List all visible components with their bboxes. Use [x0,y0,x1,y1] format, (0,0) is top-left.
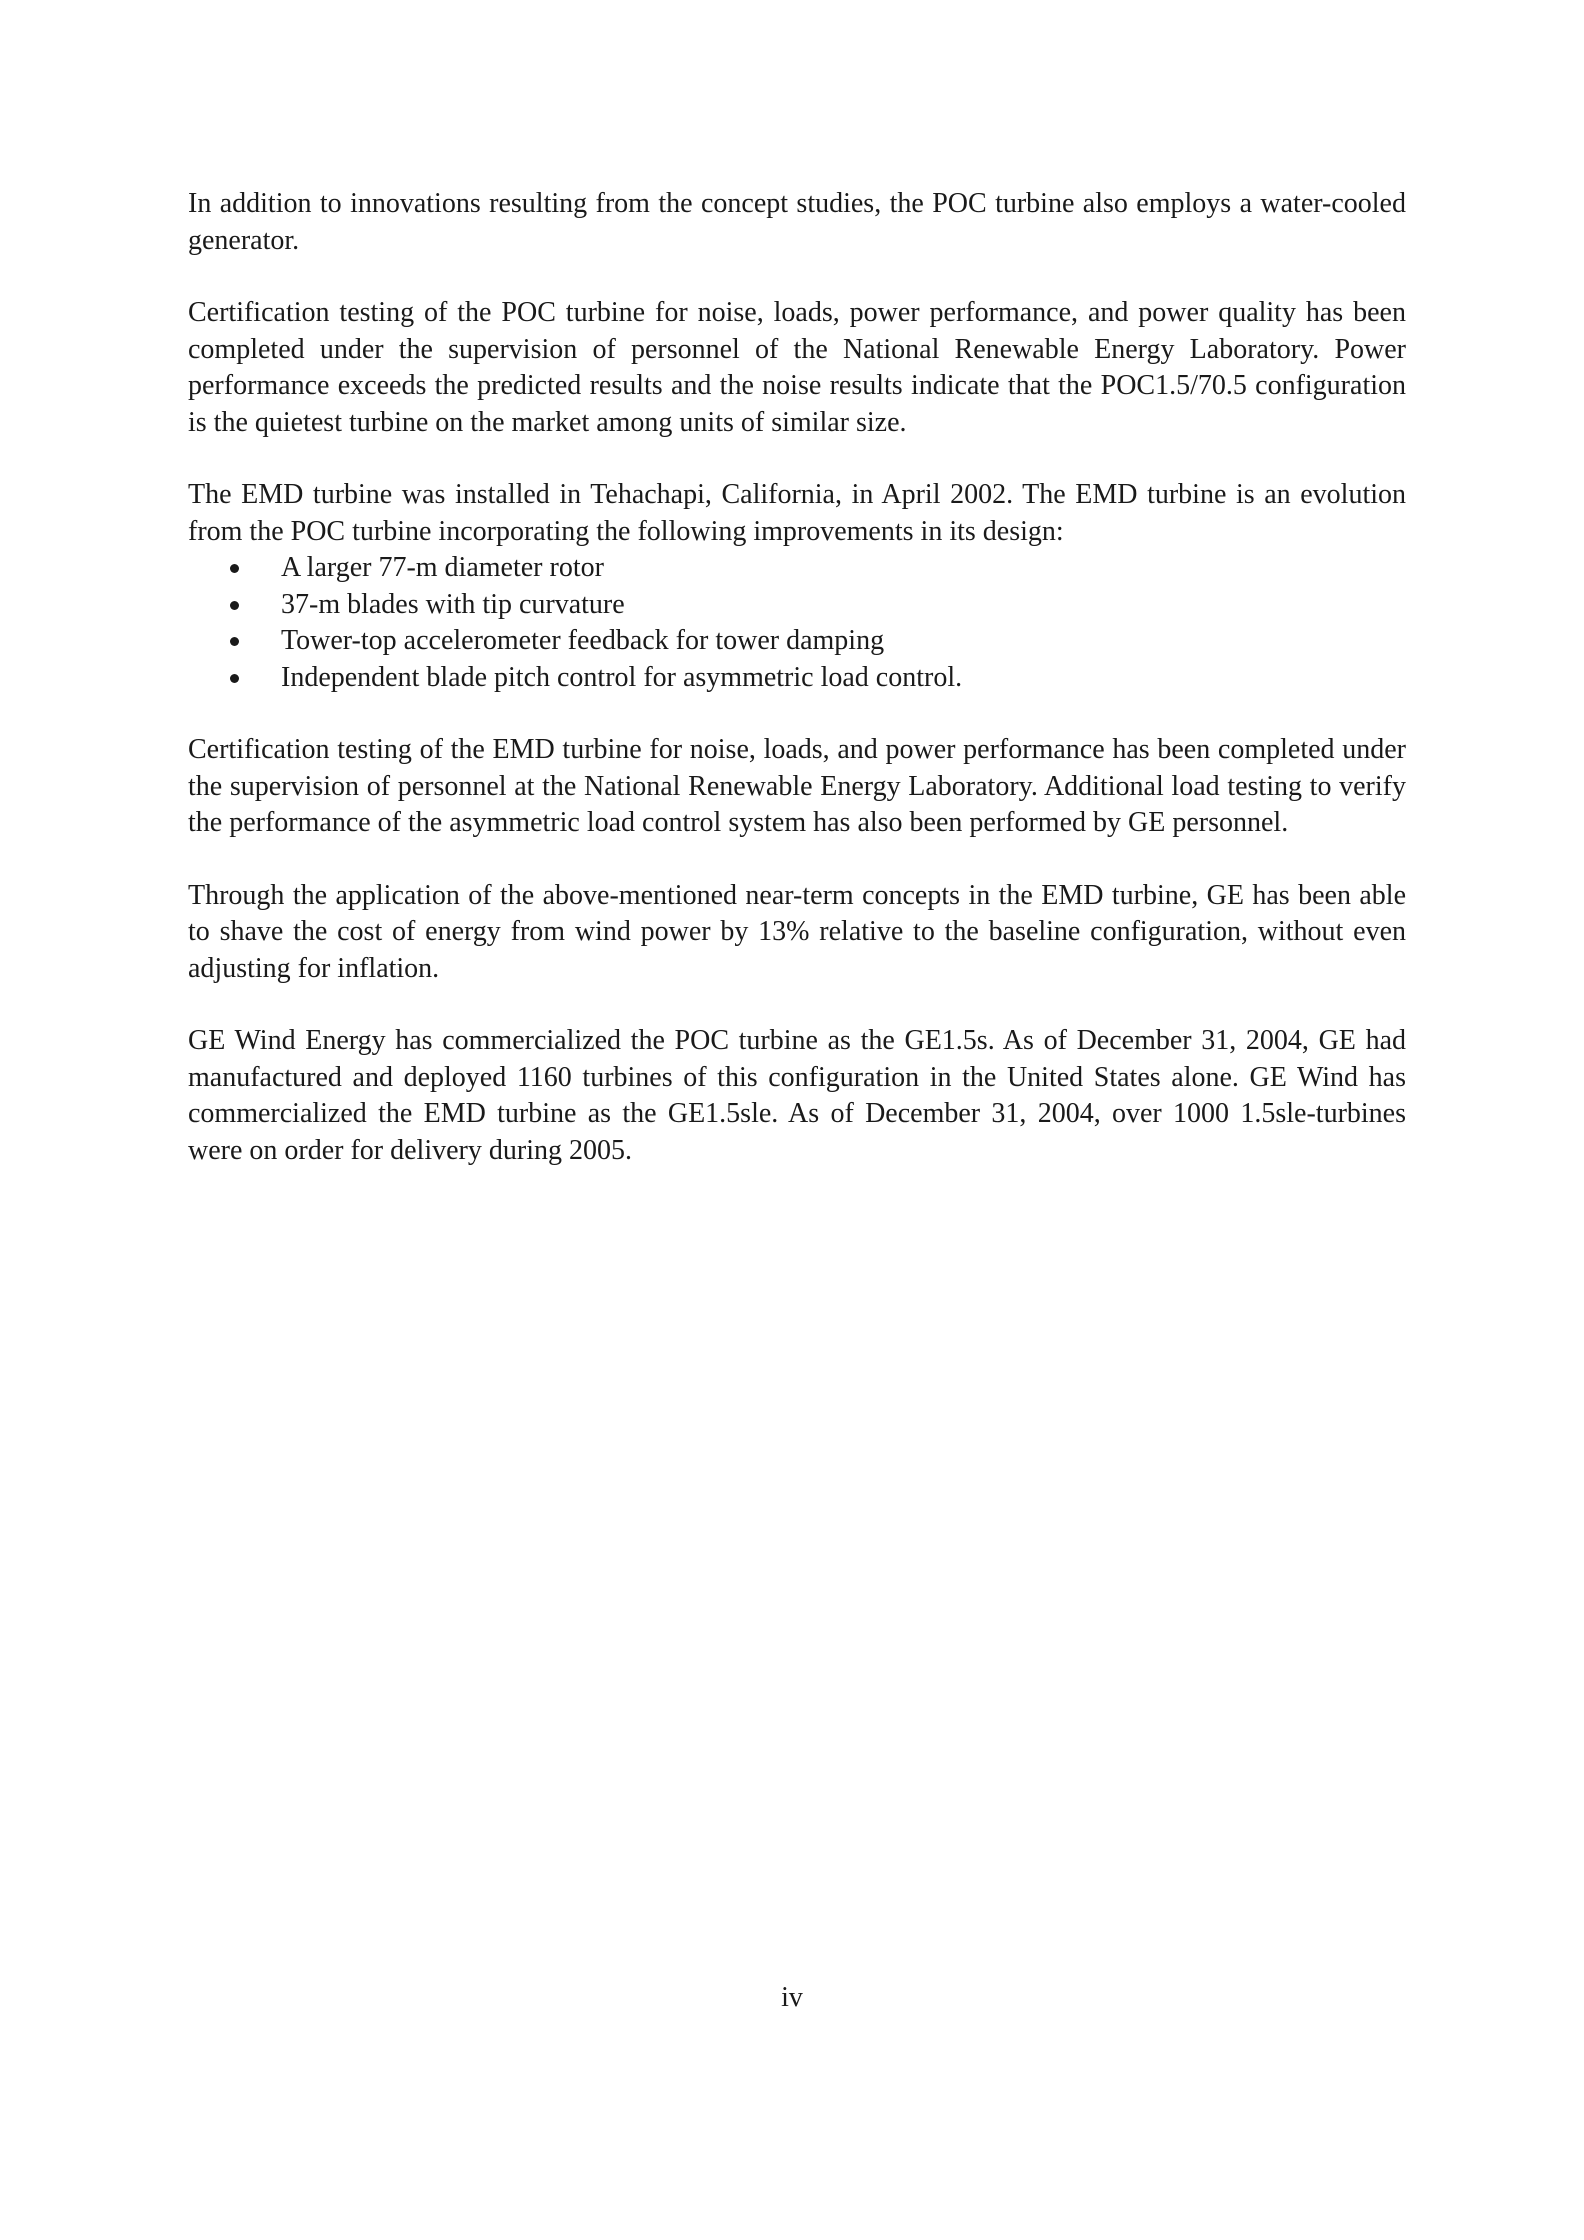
page-number: iv [781,1982,803,2013]
bullet-icon [230,601,239,610]
paragraph-water-cooled-generator: In addition to innovations resulting from the concept studies, the POC turbine also employs a water-cooled generator. [188,188,1406,256]
list-item-text: Independent blade pitch control for asymmetric load control. [281,661,963,693]
paragraph-emd-certification: Certification testing of the EMD turbine for noise, loads, and power performance has been completed under the supervision of personnel at the National Renewable Energy Laboratory. Additional load testing to verify the performance of the asymmetric load control system has also been performed by GE personnel. [188,734,1406,838]
paragraph-poc-certification: Certification testing of the POC turbine for noise, loads, power performance, and power quality has been completed under the supervision of personnel of the National Renewable Energy Laboratory. Power performance exceeds the predicted results and the noise results indicate that the POC1.5/70.5 configuration is the quietest turbine on the market among units of similar size. [188,297,1406,438]
bullet-icon [230,674,239,683]
list-item [188,660,1406,697]
bullet-icon [230,637,239,646]
emd-improvements-list [188,550,1406,696]
paragraph-emd-installation: The EMD turbine was installed in Tehachapi, California, in April 2002. The EMD turbine is an evolution from the POC turbine incorporating the following improvements in its design: [188,479,1406,547]
list-item [188,587,1406,624]
list-item [188,623,1406,660]
paragraph-cost-of-energy: Through the application of the above-mentioned near-term concepts in the EMD turbine, GE has been able to shave the cost of energy from wind power by 13% relative to the baseline configuration, without even adjusting for inflation. [188,879,1406,984]
list-item-text: 37-m blades with tip curvature [281,588,625,620]
page-body [188,186,1406,1205]
list-item [188,550,1406,587]
list-item-text: A larger 77-m diameter rotor [281,552,604,583]
paragraph-commercialization: GE Wind Energy has commercialized the POC turbine as the GE1.5s. As of December 31, 2004, GE had manufactured and deployed 1160 turbines of this configuration in the United States alone. GE Wind has commercialized the EMD turbine as the GE1.5sle. As of December 31, 2004, over 1000 1.5sle-turbines were on order for delivery during 2005. [188,1025,1406,1166]
bullet-icon [230,564,239,573]
list-item-text: Tower-top accelerometer feedback for tower damping [281,625,885,656]
